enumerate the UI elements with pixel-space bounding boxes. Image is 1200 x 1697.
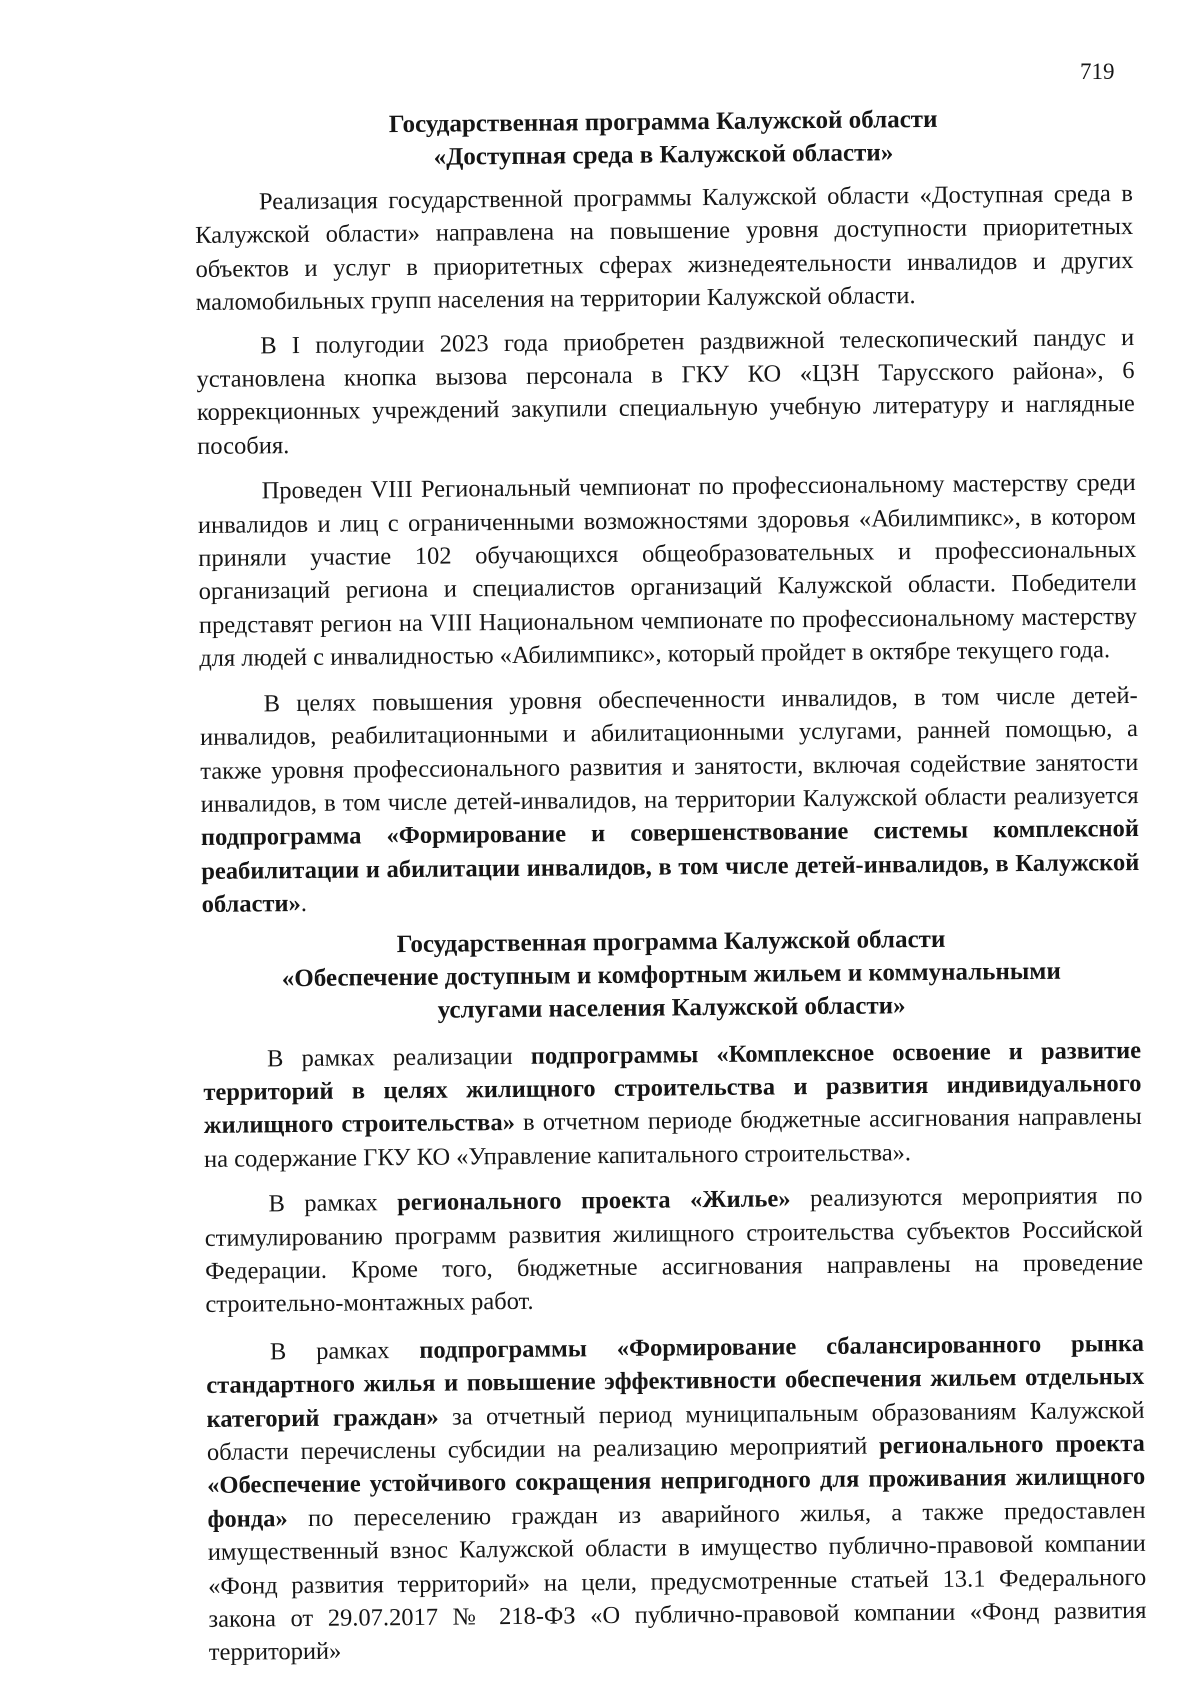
subprogram-title: подпрограммы «Формирование сбалансированного рынка стандартного жилья и повышение эффективности обеспечения жильем отдельных категорий граждан» xyxy=(206,1329,1145,1433)
paragraph-text: В рамках xyxy=(269,1336,420,1366)
paragraph-text: реализуются мероприятия по стимулированию программ развития жилищного строительства субъектов Российской Федерации. Кроме того, бюджетные ассигнования направлены на проведение строительно-монтажных работ. xyxy=(204,1182,1144,1319)
paragraph-text: за отчетный период муниципальным образованиям Калужской области перечислены субсидии на реализацию мероприятий xyxy=(206,1396,1145,1466)
heading-line: Государственная программа Калужской области xyxy=(388,105,938,139)
paragraph-text: в отчетном периоде бюджетные ассигнования направлены на содержание ГКУ КО «Управление капитального строительства». xyxy=(203,1103,1142,1173)
section-heading-accessible-environment xyxy=(194,101,1133,176)
page-content xyxy=(194,101,1147,1670)
paragraph-housing-market-subprogram xyxy=(206,1327,1147,1670)
paragraph-rehabilitation-subprogram xyxy=(200,679,1140,922)
subprogram-title: подпрограмма «Формирование и совершенствование системы комплексной реабилитации и абилитации инвалидов, в том числе детей-инвалидов, в Калужской области» xyxy=(200,815,1140,919)
heading-line: «Доступная среда в Калужской области» xyxy=(433,139,894,171)
paragraph-abilympics-championship xyxy=(198,466,1138,675)
subprogram-title: подпрограммы «Комплексное освоение и развитие территорий в целях жилищного строительства и развития индивидуального жилищного строительства» xyxy=(203,1036,1142,1140)
paragraph-housing-project xyxy=(204,1179,1143,1322)
paragraph-territory-development-subprogram xyxy=(203,1033,1142,1176)
paragraph-half-year-purchases: В I полугодии 2023 года приобретен раздвижной телескопический пандус и установлена кнопка вызова персонала в ГКУ КО «ЦЗН Тарусского района», 6 коррекционных учреждений закупили специальную учебную литературу и наглядные пособия. xyxy=(196,323,1135,460)
section-heading-housing xyxy=(202,920,1141,1028)
heading-line: «Обеспечение доступным и комфортным жильем и коммунальными xyxy=(281,957,1061,992)
page-number: 719 xyxy=(1080,59,1115,84)
paragraph-text: по переселению граждан из аварийного жилья, а также предоставлен имущественный взнос Калужской области в имущество публично-правовой компании «Фонд развития территорий» на цели, предусмотренные статьей 13.1 Федерального закона от 29.07.2017 № 218-ФЗ «О публично-правовой компании «Фонд развития территорий» xyxy=(207,1496,1147,1667)
project-title: регионального проекта «Обеспечение устойчивого сокращения непригодного для проживания жилищного фонда» xyxy=(207,1429,1146,1533)
paragraph-text: В рамках xyxy=(268,1189,398,1218)
paragraph-program-purpose: Реализация государственной программы Калужской области «Доступная среда в Калужской области» направлена на повышение уровня доступности приоритетных объектов и услуг в приоритетных сферах жизнедеятельности инвалидов и других маломобильных групп населения на территории Калужской области. xyxy=(195,179,1134,317)
heading-line: Государственная программа Калужской области xyxy=(396,925,946,958)
project-title: регионального проекта «Жилье» xyxy=(397,1185,791,1217)
paragraph-text: Проведен VIII Региональный чемпионат по профессиональному мастерству среди инвалидов и лиц с ограниченными возможностями здоровья «Абилимпикс», в котором приняли участие 102 обучающихся общеобразовательных и профессиональных организаций региона и специалистов организаций Калужской области. Победители представят регион на VIII Национальном чемпионате по профессиональному мастерству для людей с инвалидностью «Абилимпикс», который пройдет в октябре текущего года. xyxy=(197,469,1138,673)
heading-line: услугами населения Калужской области» xyxy=(437,991,906,1024)
paragraph-text: . xyxy=(300,890,308,918)
paragraph-text: В рамках реализации xyxy=(266,1042,531,1072)
paragraph-text: В целях повышения уровня обеспеченности инвалидов, в том числе детей-инвалидов, реабилитационными и абилитационными услугами, ранней помощью, а также уровня профессионального развития и занятости, включая содействие занятости инвалидов, в том числе детей-инвалидов, на территории Калужской области реализуется xyxy=(199,681,1139,818)
